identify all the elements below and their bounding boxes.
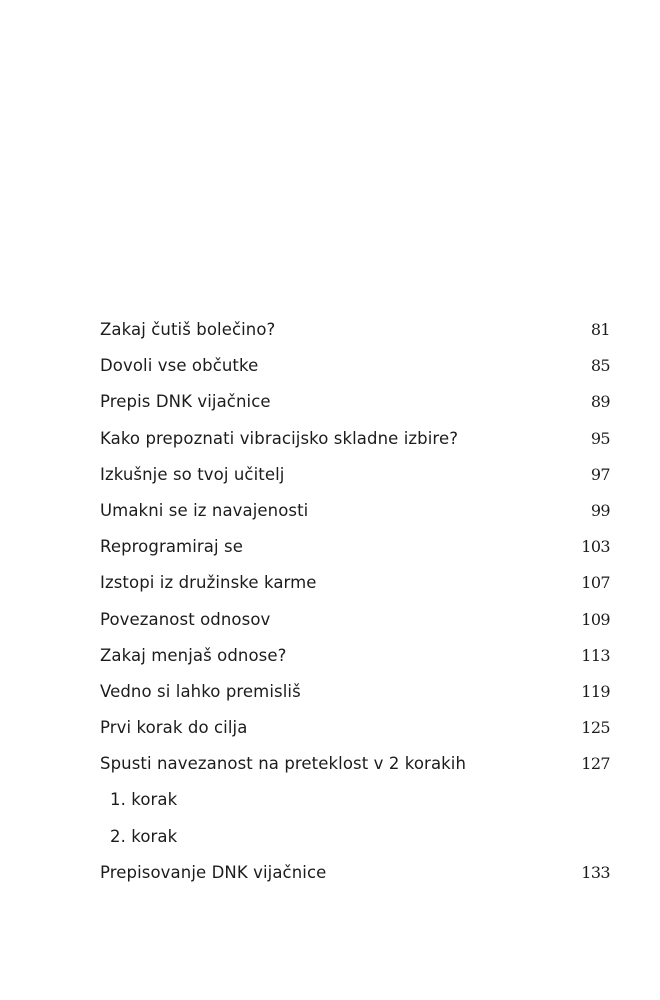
toc-entry — [100, 602, 610, 638]
toc-entry-page: 113 — [581, 645, 610, 665]
toc-entry-page: 81 — [590, 320, 610, 339]
toc-entry — [100, 312, 610, 348]
toc-entry-title: Dovoli vse občutke — [100, 356, 259, 376]
toc-entry — [100, 710, 610, 746]
toc-entry-title: Izstopi iz družinske karme — [100, 573, 317, 593]
toc-entry — [100, 746, 610, 782]
toc-entry-page: 109 — [581, 609, 610, 629]
toc-entry — [100, 638, 610, 674]
toc-entry — [100, 421, 610, 457]
toc-entry-title: Izkušnje so tvoj učitelj — [100, 464, 285, 484]
toc-entry-title: Vedno si lahko premisliš — [100, 681, 301, 701]
toc-entry-page: 125 — [581, 718, 610, 738]
toc-entry — [100, 855, 610, 891]
toc-entry-title: Zakaj menjaš odnose? — [100, 645, 287, 665]
toc-entry-page: 103 — [581, 537, 610, 557]
toc-subentry-title: 2. korak — [110, 826, 178, 846]
toc-entry-page: 97 — [590, 464, 610, 484]
toc-entry-title: Umakni se iz navajenosti — [100, 500, 309, 520]
toc-subentry — [100, 782, 610, 818]
toc-entry-page: 95 — [590, 428, 610, 448]
toc-entry-title: Prvi korak do cilja — [100, 718, 248, 738]
toc-entry-page: 119 — [581, 681, 610, 701]
toc-entry-page: 133 — [581, 862, 610, 882]
toc-entry — [100, 457, 610, 493]
toc-entry-title: Spusti navezanost na preteklost v 2 korakih — [100, 754, 467, 774]
toc-entry-page: 89 — [590, 392, 610, 412]
toc-entry — [100, 493, 610, 529]
toc-entry-title: Zakaj čutiš bolečino? — [100, 320, 276, 339]
toc-subentry — [100, 819, 610, 855]
toc-entry — [100, 384, 610, 420]
toc-subentry-title: 1. korak — [110, 790, 178, 810]
toc-entry-title: Prepisovanje DNK vijačnice — [100, 862, 327, 882]
toc-entry-page: 85 — [590, 356, 610, 376]
toc-entry-page: 107 — [581, 573, 610, 593]
toc-entry — [100, 529, 610, 565]
table-of-contents — [100, 312, 610, 891]
toc-entry-page: 99 — [590, 500, 610, 520]
toc-entry-title: Prepis DNK vijačnice — [100, 392, 271, 412]
toc-entry-title: Kako prepoznati vibracijsko skladne izbire? — [100, 428, 459, 448]
toc-entry — [100, 674, 610, 710]
toc-entry-title: Povezanost odnosov — [100, 609, 271, 629]
toc-entry — [100, 348, 610, 384]
toc-entry-title: Reprogramiraj se — [100, 537, 243, 557]
toc-entry — [100, 565, 610, 601]
toc-entry-page: 127 — [581, 754, 610, 774]
